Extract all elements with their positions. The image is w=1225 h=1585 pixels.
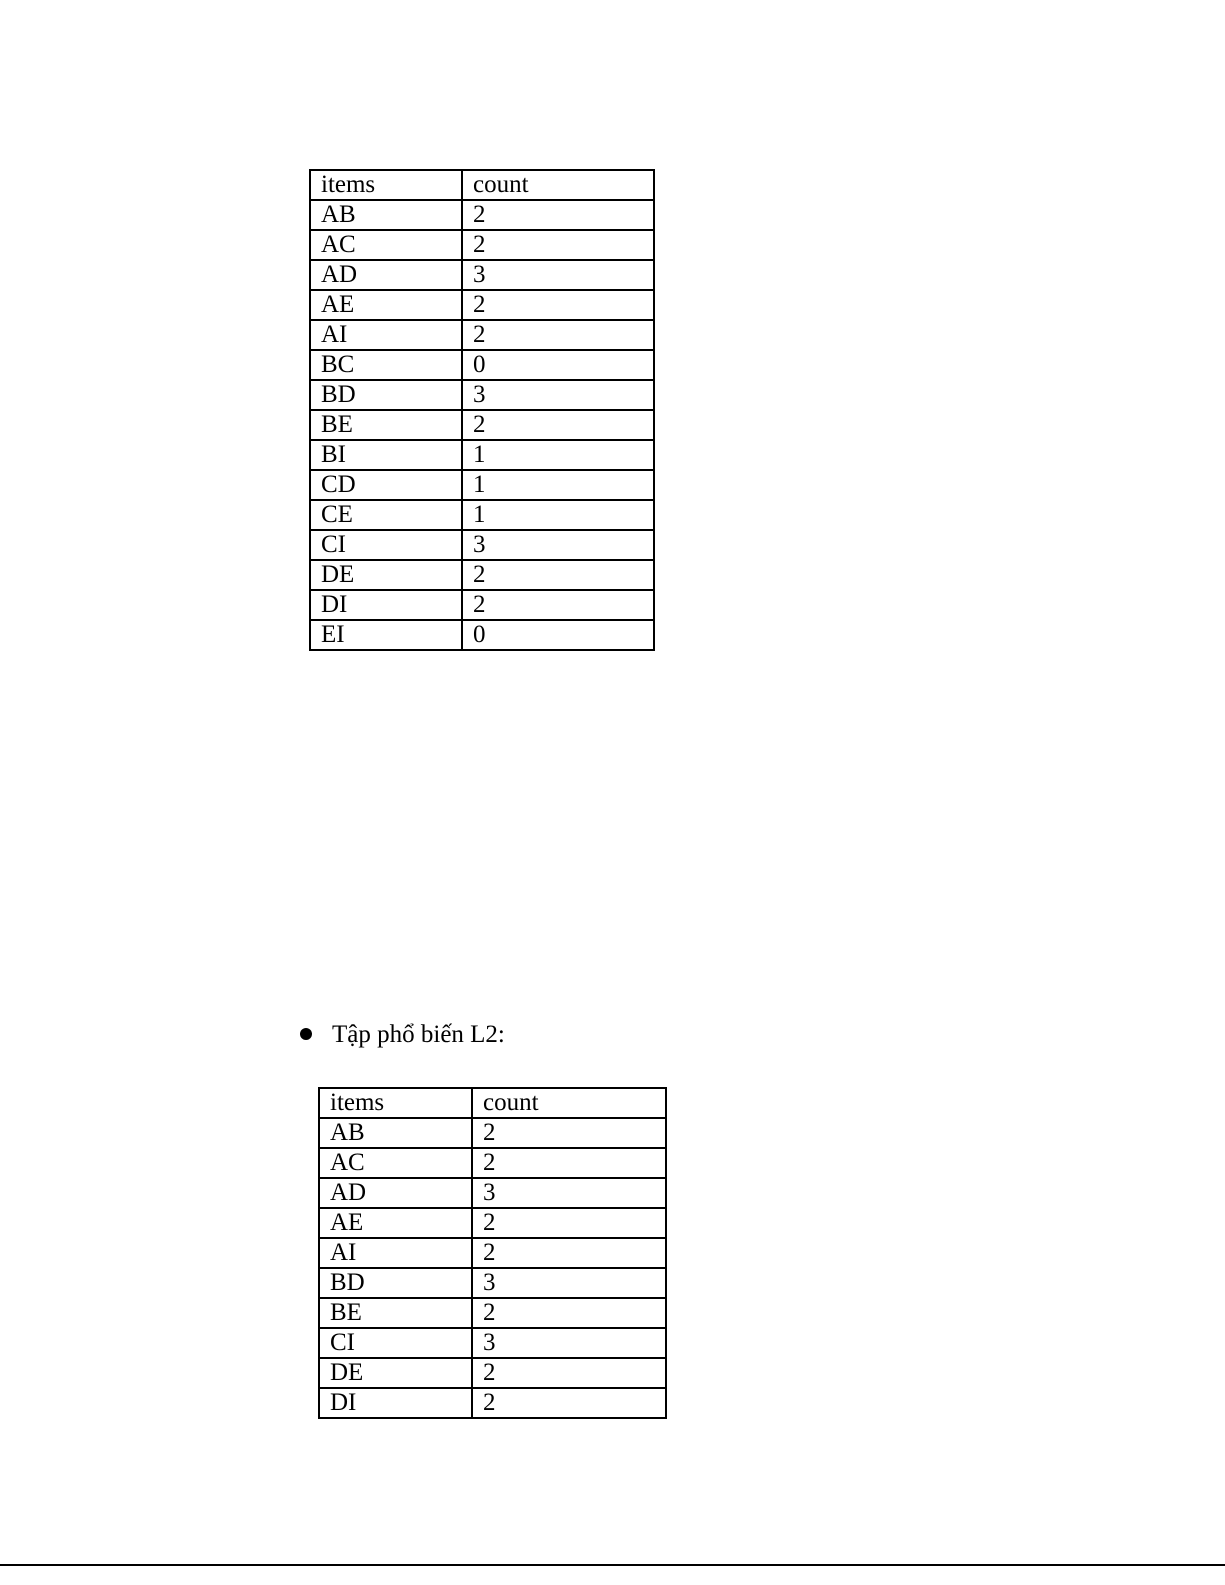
table-row — [319, 1388, 666, 1418]
cell-count: 1 — [462, 470, 654, 500]
table-row — [319, 1298, 666, 1328]
table-row — [310, 380, 654, 410]
cell-items: AC — [310, 230, 462, 260]
candidate-pairs-table — [309, 169, 655, 651]
cell-items: AI — [310, 320, 462, 350]
cell-items: BC — [310, 350, 462, 380]
table-row — [319, 1268, 666, 1298]
cell-count: 2 — [462, 290, 654, 320]
cell-count: 2 — [472, 1238, 666, 1268]
page-bottom-divider — [0, 1564, 1225, 1566]
cell-items: AD — [319, 1178, 472, 1208]
cell-count: 2 — [462, 320, 654, 350]
cell-count: 2 — [472, 1388, 666, 1418]
frequent-pairs-table — [318, 1087, 667, 1419]
table-row — [319, 1358, 666, 1388]
heading-text: Tập phổ biến L2: — [332, 1021, 505, 1048]
table-row — [310, 410, 654, 440]
table-row — [319, 1148, 666, 1178]
table-row — [310, 620, 654, 650]
cell-count: 2 — [472, 1358, 666, 1388]
table-row — [310, 590, 654, 620]
cell-count: 2 — [472, 1118, 666, 1148]
table-row — [310, 350, 654, 380]
cell-items: EI — [310, 620, 462, 650]
cell-items: CI — [319, 1328, 472, 1358]
table-row — [310, 440, 654, 470]
cell-items: CI — [310, 530, 462, 560]
table-row — [310, 320, 654, 350]
cell-count: 2 — [462, 410, 654, 440]
table-row — [310, 530, 654, 560]
cell-items: AC — [319, 1148, 472, 1178]
cell-count: 3 — [462, 380, 654, 410]
table-header-row — [310, 170, 654, 200]
cell-items: BE — [319, 1298, 472, 1328]
cell-items: BE — [310, 410, 462, 440]
cell-count: 1 — [462, 500, 654, 530]
cell-count: 2 — [462, 590, 654, 620]
cell-items: DE — [310, 560, 462, 590]
cell-items: CE — [310, 500, 462, 530]
cell-count: 2 — [462, 560, 654, 590]
cell-count: 3 — [462, 260, 654, 290]
cell-items: AE — [319, 1208, 472, 1238]
cell-count: 3 — [472, 1328, 666, 1358]
table-row — [319, 1118, 666, 1148]
table-row — [310, 470, 654, 500]
cell-items: AI — [319, 1238, 472, 1268]
cell-count: 3 — [472, 1178, 666, 1208]
cell-items: BD — [310, 380, 462, 410]
cell-count: 2 — [472, 1298, 666, 1328]
cell-items: DI — [310, 590, 462, 620]
table-row — [319, 1178, 666, 1208]
cell-count: 0 — [462, 620, 654, 650]
cell-items: AB — [319, 1118, 472, 1148]
cell-items: AB — [310, 200, 462, 230]
cell-items: BI — [310, 440, 462, 470]
cell-items: DE — [319, 1358, 472, 1388]
header-cell-count: count — [472, 1088, 666, 1118]
cell-items: BD — [319, 1268, 472, 1298]
table-row — [319, 1328, 666, 1358]
cell-count: 1 — [462, 440, 654, 470]
cell-count: 2 — [472, 1208, 666, 1238]
cell-items: CD — [310, 470, 462, 500]
cell-count: 2 — [472, 1148, 666, 1178]
cell-count: 3 — [472, 1268, 666, 1298]
table-row — [310, 560, 654, 590]
table-row — [319, 1208, 666, 1238]
cell-items: DI — [319, 1388, 472, 1418]
cell-count: 2 — [462, 200, 654, 230]
table-row — [310, 260, 654, 290]
header-cell-items: items — [319, 1088, 472, 1118]
cell-items: AD — [310, 260, 462, 290]
table-row — [310, 290, 654, 320]
cell-count: 0 — [462, 350, 654, 380]
table-row — [319, 1238, 666, 1268]
frequent-set-heading — [300, 1018, 505, 1052]
table-row — [310, 230, 654, 260]
header-cell-count: count — [462, 170, 654, 200]
cell-count: 2 — [462, 230, 654, 260]
table-header-row — [319, 1088, 666, 1118]
cell-items: AE — [310, 290, 462, 320]
cell-count: 3 — [462, 530, 654, 560]
header-cell-items: items — [310, 170, 462, 200]
table-row — [310, 200, 654, 230]
table-row — [310, 500, 654, 530]
bullet-icon — [300, 1028, 312, 1040]
